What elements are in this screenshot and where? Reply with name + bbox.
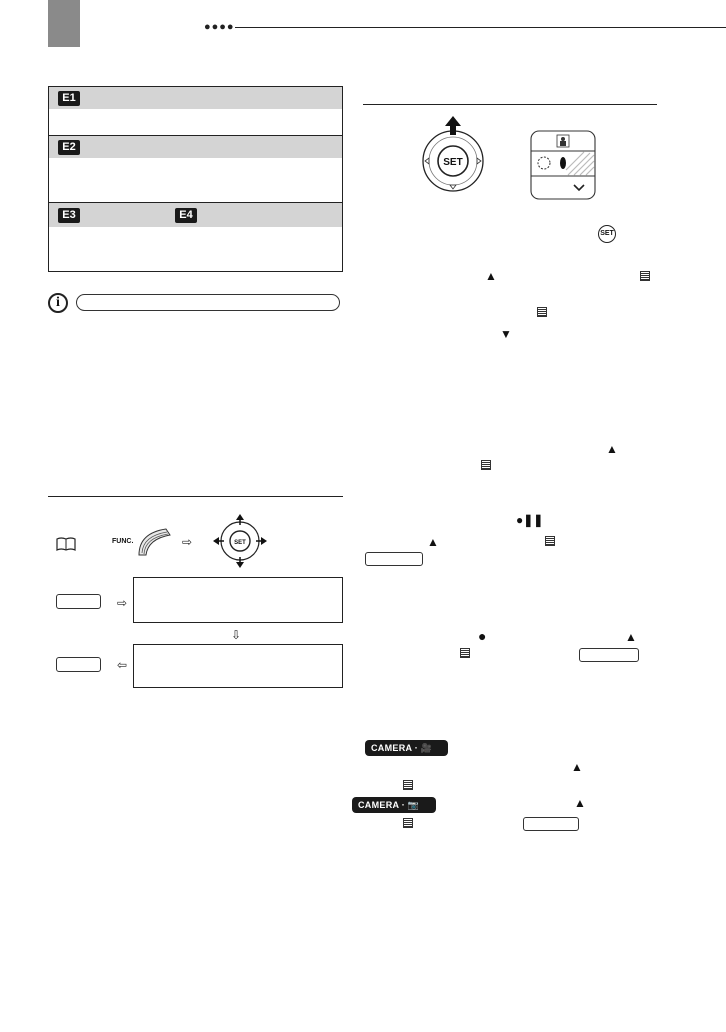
book-icon	[56, 537, 76, 551]
joystick-icon	[212, 513, 268, 569]
menu-button-icon	[56, 594, 101, 609]
triangle-up-icon: ▲	[574, 796, 586, 810]
scene-menu-icon	[530, 130, 596, 200]
header-dots: ●●●●	[204, 21, 235, 33]
section-rule	[363, 104, 657, 105]
triangle-up-icon: ▲	[571, 760, 583, 774]
e2-badge: E2	[58, 140, 80, 155]
step-box-1	[133, 577, 343, 623]
record-icon: ●	[478, 628, 487, 644]
menu-button-icon	[56, 657, 101, 672]
menu-button-icon	[523, 817, 579, 831]
scene-icon	[481, 460, 491, 470]
set-button-icon: SET	[598, 225, 616, 243]
scene-icon	[545, 536, 555, 546]
section-rule	[48, 496, 343, 497]
arrow-right-icon: ⇨	[182, 535, 193, 549]
e4-badge: E4	[175, 208, 197, 223]
step-box-2	[133, 644, 343, 688]
scene-icon	[537, 307, 547, 317]
arrow-left-icon: ⇦	[117, 658, 128, 672]
effects-box	[48, 86, 343, 272]
scene-icon	[403, 780, 413, 790]
triangle-up-icon: ▲	[625, 630, 637, 644]
triangle-down-icon: ▼	[500, 327, 512, 341]
header-rule	[235, 27, 726, 28]
e3-badge: E3	[58, 208, 80, 223]
camera-photo-mode-badge: CAMERA · 📷	[352, 797, 436, 813]
scene-icon	[640, 271, 650, 281]
func-label: FUNC.	[112, 538, 134, 545]
joystick-up-icon	[418, 116, 488, 196]
menu-button-icon	[579, 648, 639, 662]
info-icon: i	[48, 293, 68, 313]
effect-row-header-e3-e4	[49, 203, 342, 227]
note-header-bar	[76, 294, 340, 311]
record-pause-icon: ●❚❚	[516, 513, 544, 527]
arrow-down-icon: ⇩	[231, 628, 242, 642]
effect-row-header-e2	[49, 136, 342, 158]
camera-movie-mode-badge: CAMERA · 🎥	[365, 740, 448, 756]
chapter-tab	[48, 0, 80, 47]
effect-row-header-e1	[49, 87, 342, 109]
arrow-right-icon: ⇨	[117, 596, 128, 610]
triangle-up-icon: ▲	[606, 442, 618, 456]
svg-text:SET: SET	[234, 540, 246, 546]
svg-text:SET: SET	[443, 157, 463, 168]
e1-badge: E1	[58, 91, 80, 106]
menu-button-icon	[365, 552, 423, 566]
control-dial-icon	[136, 527, 172, 557]
scene-icon	[403, 818, 413, 828]
scene-icon	[460, 648, 470, 658]
triangle-up-icon: ▲	[485, 269, 497, 283]
triangle-up-icon: ▲	[427, 535, 439, 549]
